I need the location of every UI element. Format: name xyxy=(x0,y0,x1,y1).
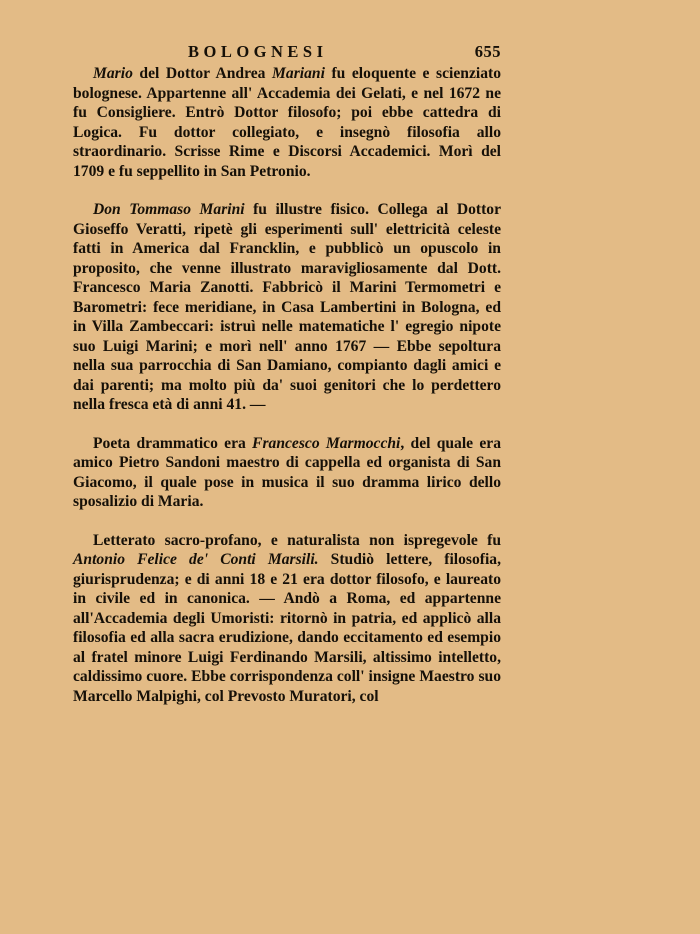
paragraph-francesco-marmocchi xyxy=(73,434,501,512)
book-page xyxy=(73,38,501,706)
body-text: Studiò lettere, filosofia, giurisprudenza; e di anni 18 e 21 era dottor filosofo, e laureato in civile ed in canonica. — Andò a Roma, ed appartenne all'Accademia degli Umoristi: ritornò in patria, ed applicò alla filosofia ed alla sacra erudizione, dando eccitamento ed esempio al fratel minore Luigi Ferdinando Marsili, altissimo intelletto, caldissimo cuore. Ebbe corrispondenza coll' insigne Maestro suo Marcello Malpighi, col Prevosto Muratori, col xyxy=(73,551,501,705)
body-text: , del quale era amico Pietro Sandoni maestro di cappella ed organista di San Giacomo, il quale pose in musica il suo dramma lirico dello sposalizio di Maria. xyxy=(73,434,501,510)
person-name: Francesco Marmocchi xyxy=(252,434,401,452)
person-name: Mario xyxy=(93,65,133,82)
running-title: BOLOGNESI xyxy=(188,42,328,61)
body-text: fu eloquente e scienziato bolognese. Appartenne all' Accademia dei Gelati, e nel 1672 ne fu Consigliere. Entrò Dottor filosofo; poi ebbe cattedra di Logica. Fu dottor collegiato, e insegnò filosofia allo straordinario. Scrisse Rime e Discorsi Accademici. Morì del 1709 e fu seppellito in San Petronio. xyxy=(73,65,501,180)
running-head xyxy=(73,38,501,64)
body-text: fu illustre fisico. Collega al Dottor Gioseffo Veratti, ripetè gli esperimenti sull' elettricità celeste fatti in America dal Francklin, e pubblicò un opuscolo in proposito, che venne illustrato maravigliosamente dal Dott. Francesco Maria Zanotti. Fabbricò il Marini Termometri e Barometri: fece meridiane, in Casa Lambertini in Bologna, ed in Villa Zambeccari: istruì nelle matematiche l' egregio nipote suo Luigi Marini; e morì nell' anno 1767 — Ebbe sepoltura nella sua parrocchia di San Damiano, compianto dagli amici e dai parenti; ma molto più da' suoi genitori che lo perdettero nella fresca età di anni 41. — xyxy=(73,201,501,413)
paragraph-tommaso-marini xyxy=(73,200,501,415)
body-text: Poeta drammatico era xyxy=(93,434,253,452)
person-name: Don Tommaso Marini xyxy=(93,201,245,218)
body-text: Letterato sacro-profano, e naturalista non ispregevole fu xyxy=(93,531,501,549)
body-text: del Dottor Andrea xyxy=(132,65,273,82)
paragraph-mario-mariani xyxy=(73,64,501,181)
page-number: 655 xyxy=(474,42,501,61)
paragraph-antonio-felice-marsili xyxy=(73,531,501,707)
person-name: Antonio Felice de' Conti Marsili. xyxy=(73,551,319,568)
person-name: Mariani xyxy=(272,65,325,82)
